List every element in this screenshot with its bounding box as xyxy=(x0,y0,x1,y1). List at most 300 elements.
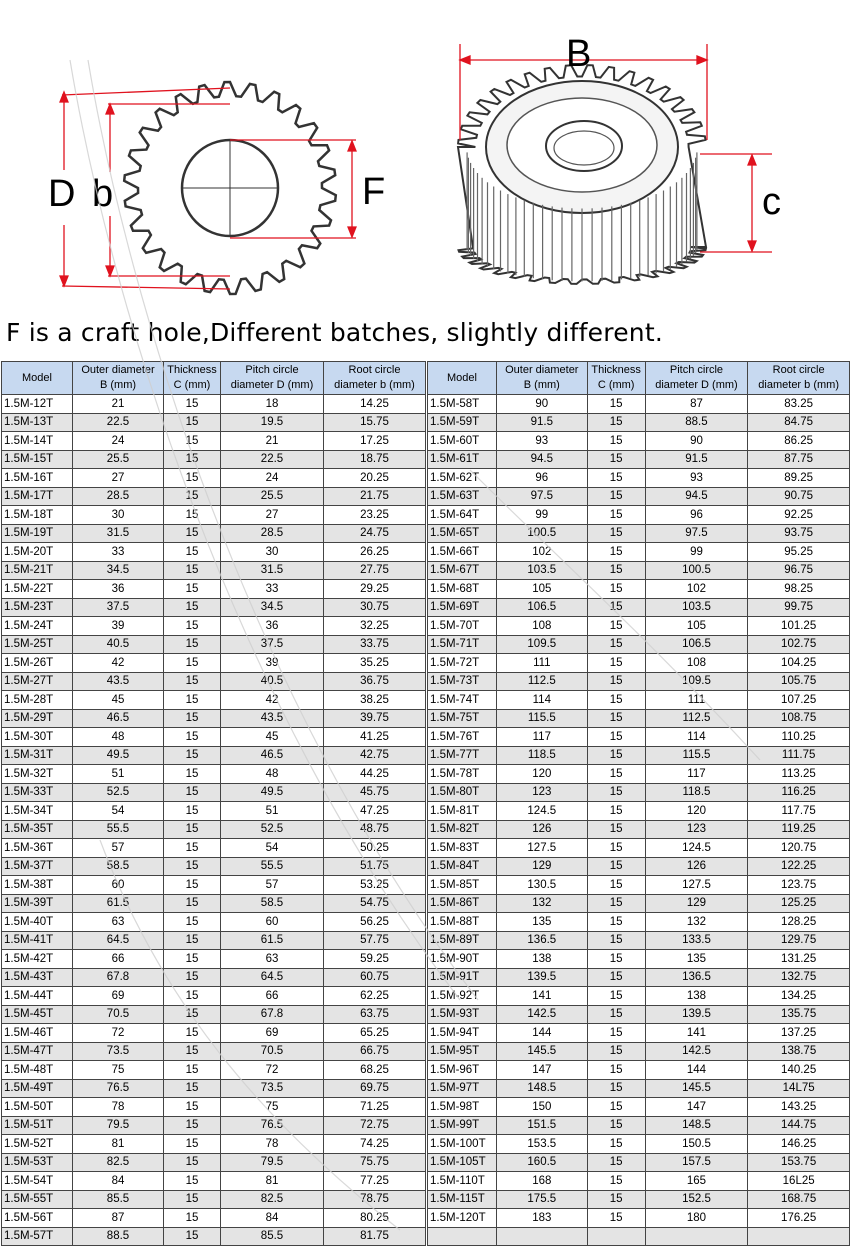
cell-root-circle: 128.25 xyxy=(748,913,850,932)
cell-root-circle: 89.25 xyxy=(748,469,850,488)
table-row xyxy=(2,783,426,802)
cell-root-circle: 59.25 xyxy=(324,950,426,969)
table-row xyxy=(2,395,426,414)
cell-outer-diameter: 97.5 xyxy=(496,487,587,506)
table-row xyxy=(428,1098,850,1117)
header-line: diameter b (mm) xyxy=(334,379,415,391)
table-row xyxy=(428,802,850,821)
cell-thickness: 15 xyxy=(587,524,645,543)
cell-model: 1.5M-12T xyxy=(2,395,73,414)
cell-root-circle: 104.25 xyxy=(748,654,850,673)
cell-pitch-circle: 19.5 xyxy=(221,413,324,432)
cell-pitch-circle: 54 xyxy=(221,839,324,858)
table-row xyxy=(2,413,426,432)
cell-pitch-circle: 66 xyxy=(221,987,324,1006)
cell-thickness: 15 xyxy=(164,561,221,580)
cell-root-circle: 66.75 xyxy=(324,1042,426,1061)
cell-outer-diameter: 48 xyxy=(73,728,164,747)
cell-thickness: 15 xyxy=(164,506,221,525)
cell-outer-diameter: 67.8 xyxy=(73,968,164,987)
cell-model: 1.5M-86T xyxy=(428,894,497,913)
spec-table-left xyxy=(1,361,426,1246)
cell-pitch-circle: 81 xyxy=(221,1172,324,1191)
cell-pitch-circle: 94.5 xyxy=(645,487,748,506)
table-row xyxy=(428,672,850,691)
cell-root-circle: 111.75 xyxy=(748,746,850,765)
cell-root-circle: 123.75 xyxy=(748,876,850,895)
cell-thickness: 15 xyxy=(164,746,221,765)
cell-pitch-circle: 123 xyxy=(645,820,748,839)
cell-outer-diameter: 63 xyxy=(73,913,164,932)
cell-pitch-circle: 145.5 xyxy=(645,1079,748,1098)
cell-model: 1.5M-90T xyxy=(428,950,497,969)
cell-root-circle: 35.25 xyxy=(324,654,426,673)
cell-model: 1.5M-23T xyxy=(2,598,73,617)
cell-pitch-circle: 106.5 xyxy=(645,635,748,654)
cell-outer-diameter: 72 xyxy=(73,1024,164,1043)
cell-thickness: 15 xyxy=(587,1005,645,1024)
cell-outer-diameter: 136.5 xyxy=(496,931,587,950)
cell-outer-diameter: 64.5 xyxy=(73,931,164,950)
cell-thickness: 15 xyxy=(164,709,221,728)
table-row xyxy=(428,654,850,673)
cell-thickness: 15 xyxy=(164,1153,221,1172)
cell-root-circle: 146.25 xyxy=(748,1135,850,1154)
cell-root-circle: 90.75 xyxy=(748,487,850,506)
table-row xyxy=(2,1209,426,1228)
cell-thickness: 15 xyxy=(587,598,645,617)
cell-thickness: 15 xyxy=(164,654,221,673)
cell-model: 1.5M-68T xyxy=(428,580,497,599)
cell-model: 1.5M-80T xyxy=(428,783,497,802)
cell-outer-diameter: 34.5 xyxy=(73,561,164,580)
table-row xyxy=(428,617,850,636)
cell-outer-diameter: 148.5 xyxy=(496,1079,587,1098)
cell-model: 1.5M-66T xyxy=(428,543,497,562)
cell-pitch-circle: 73.5 xyxy=(221,1079,324,1098)
cell-root-circle: 33.75 xyxy=(324,635,426,654)
cell-thickness: 15 xyxy=(587,728,645,747)
cell-thickness: 15 xyxy=(587,395,645,414)
cell-pitch-circle: 93 xyxy=(645,469,748,488)
cell-outer-diameter: 153.5 xyxy=(496,1135,587,1154)
cell-pitch-circle: 45 xyxy=(221,728,324,747)
table-row xyxy=(2,487,426,506)
cell-outer-diameter: 127.5 xyxy=(496,839,587,858)
cell-outer-diameter: 85.5 xyxy=(73,1190,164,1209)
cell-thickness: 15 xyxy=(164,950,221,969)
cell-outer-diameter: 129 xyxy=(496,857,587,876)
cell-model: 1.5M-35T xyxy=(2,820,73,839)
cell-pitch-circle xyxy=(645,1227,748,1246)
cell-root-circle: 42.75 xyxy=(324,746,426,765)
cell-thickness: 15 xyxy=(587,931,645,950)
cell-root-circle: 81.75 xyxy=(324,1227,426,1246)
label-c: c xyxy=(762,181,781,223)
cell-thickness: 15 xyxy=(164,913,221,932)
cell-outer-diameter: 93 xyxy=(496,432,587,451)
table-row xyxy=(2,709,426,728)
header-line: Outer diameter xyxy=(505,364,579,376)
cell-outer-diameter: 31.5 xyxy=(73,524,164,543)
table-row xyxy=(428,1209,850,1228)
table-row xyxy=(2,1061,426,1080)
cell-thickness: 15 xyxy=(587,709,645,728)
cell-root-circle: 18.75 xyxy=(324,450,426,469)
cell-pitch-circle: 78 xyxy=(221,1135,324,1154)
header-line: Pitch circle xyxy=(669,364,724,376)
cell-pitch-circle: 141 xyxy=(645,1024,748,1043)
cell-thickness: 15 xyxy=(164,598,221,617)
cell-pitch-circle: 117 xyxy=(645,765,748,784)
side-view-gear xyxy=(458,65,706,284)
cell-thickness: 15 xyxy=(587,635,645,654)
table-row xyxy=(2,1024,426,1043)
cell-thickness: 15 xyxy=(164,691,221,710)
cell-model: 1.5M-58T xyxy=(428,395,497,414)
table-row xyxy=(428,469,850,488)
cell-pitch-circle: 60 xyxy=(221,913,324,932)
cell-root-circle: 65.25 xyxy=(324,1024,426,1043)
header-thickness xyxy=(587,362,645,395)
cell-outer-diameter: 27 xyxy=(73,469,164,488)
cell-thickness: 15 xyxy=(587,432,645,451)
cell-thickness: 15 xyxy=(587,580,645,599)
cell-root-circle: 51.75 xyxy=(324,857,426,876)
cell-root-circle: 78.75 xyxy=(324,1190,426,1209)
cell-root-circle: 101.25 xyxy=(748,617,850,636)
cell-model: 1.5M-59T xyxy=(428,413,497,432)
cell-pitch-circle: 124.5 xyxy=(645,839,748,858)
header-line: diameter b (mm) xyxy=(758,379,839,391)
cell-model: 1.5M-74T xyxy=(428,691,497,710)
cell-pitch-circle: 30 xyxy=(221,543,324,562)
cell-model: 1.5M-32T xyxy=(2,765,73,784)
cell-model: 1.5M-95T xyxy=(428,1042,497,1061)
cell-thickness xyxy=(587,1227,645,1246)
cell-outer-diameter: 138 xyxy=(496,950,587,969)
header-outer-diameter xyxy=(496,362,587,395)
cell-outer-diameter: 37.5 xyxy=(73,598,164,617)
cell-model: 1.5M-69T xyxy=(428,598,497,617)
cell-thickness: 15 xyxy=(164,820,221,839)
cell-model: 1.5M-65T xyxy=(428,524,497,543)
cell-root-circle: 98.25 xyxy=(748,580,850,599)
cell-thickness: 15 xyxy=(587,691,645,710)
cell-pitch-circle: 27 xyxy=(221,506,324,525)
cell-pitch-circle: 87 xyxy=(645,395,748,414)
cell-thickness: 15 xyxy=(164,839,221,858)
cell-thickness: 15 xyxy=(164,395,221,414)
cell-root-circle: 27.75 xyxy=(324,561,426,580)
cell-thickness: 15 xyxy=(587,1190,645,1209)
cell-pitch-circle: 96 xyxy=(645,506,748,525)
table-row xyxy=(2,654,426,673)
cell-root-circle: 47.25 xyxy=(324,802,426,821)
table-row xyxy=(428,839,850,858)
table-row xyxy=(428,580,850,599)
cell-pitch-circle: 39 xyxy=(221,654,324,673)
cell-thickness: 15 xyxy=(587,450,645,469)
cell-outer-diameter: 42 xyxy=(73,654,164,673)
cell-root-circle: 132.75 xyxy=(748,968,850,987)
cell-thickness: 15 xyxy=(164,432,221,451)
cell-root-circle: 60.75 xyxy=(324,968,426,987)
cell-pitch-circle: 90 xyxy=(645,432,748,451)
table-row xyxy=(2,1116,426,1135)
cell-pitch-circle: 150.5 xyxy=(645,1135,748,1154)
table-row xyxy=(2,561,426,580)
cell-thickness: 15 xyxy=(164,1135,221,1154)
table-row xyxy=(428,524,850,543)
cell-outer-diameter: 160.5 xyxy=(496,1153,587,1172)
cell-thickness: 15 xyxy=(587,1209,645,1228)
header-line: Model xyxy=(22,371,52,384)
cell-thickness: 15 xyxy=(587,543,645,562)
cell-pitch-circle: 21 xyxy=(221,432,324,451)
table-row xyxy=(2,931,426,950)
table-row xyxy=(2,432,426,451)
cell-model: 1.5M-28T xyxy=(2,691,73,710)
cell-thickness: 15 xyxy=(587,487,645,506)
cell-outer-diameter: 70.5 xyxy=(73,1005,164,1024)
caption: F is a craft hole,Different batches, slightly different. xyxy=(6,318,663,347)
cell-pitch-circle: 88.5 xyxy=(645,413,748,432)
cell-pitch-circle: 105 xyxy=(645,617,748,636)
table-row xyxy=(2,857,426,876)
header-line: C (mm) xyxy=(173,379,211,391)
cell-root-circle: 68.25 xyxy=(324,1061,426,1080)
cell-model: 1.5M-24T xyxy=(2,617,73,636)
cell-model: 1.5M-41T xyxy=(2,931,73,950)
cell-outer-diameter: 145.5 xyxy=(496,1042,587,1061)
header-line: Thickness xyxy=(167,364,217,376)
table-row xyxy=(428,746,850,765)
cell-root-circle: 102.75 xyxy=(748,635,850,654)
cell-root-circle: 144.75 xyxy=(748,1116,850,1135)
header-pitch-circle xyxy=(645,362,748,395)
cell-thickness: 15 xyxy=(164,1024,221,1043)
cell-model: 1.5M-57T xyxy=(2,1227,73,1246)
cell-thickness: 15 xyxy=(587,1098,645,1117)
cell-thickness: 15 xyxy=(164,765,221,784)
cell-pitch-circle: 33 xyxy=(221,580,324,599)
cell-root-circle: 62.25 xyxy=(324,987,426,1006)
table-row xyxy=(2,746,426,765)
cell-model: 1.5M-52T xyxy=(2,1135,73,1154)
cell-outer-diameter: 51 xyxy=(73,765,164,784)
cell-thickness: 15 xyxy=(164,617,221,636)
cell-thickness: 15 xyxy=(587,1172,645,1191)
cell-pitch-circle: 51 xyxy=(221,802,324,821)
header-line: B (mm) xyxy=(523,379,560,391)
cell-outer-diameter: 87 xyxy=(73,1209,164,1228)
cell-pitch-circle: 139.5 xyxy=(645,1005,748,1024)
cell-model: 1.5M-20T xyxy=(2,543,73,562)
cell-pitch-circle: 109.5 xyxy=(645,672,748,691)
cell-root-circle: 176.25 xyxy=(748,1209,850,1228)
table-row xyxy=(428,1079,850,1098)
table-header-row xyxy=(2,362,426,395)
table-row xyxy=(428,894,850,913)
cell-model: 1.5M-82T xyxy=(428,820,497,839)
table-row xyxy=(2,894,426,913)
cell-pitch-circle: 103.5 xyxy=(645,598,748,617)
table-row xyxy=(2,728,426,747)
cell-root-circle: 117.75 xyxy=(748,802,850,821)
cell-pitch-circle: 138 xyxy=(645,987,748,1006)
cell-pitch-circle: 100.5 xyxy=(645,561,748,580)
table-row xyxy=(2,1190,426,1209)
cell-thickness: 15 xyxy=(587,765,645,784)
cell-model: 1.5M-34T xyxy=(2,802,73,821)
cell-model: 1.5M-110T xyxy=(428,1172,497,1191)
table-row xyxy=(428,1005,850,1024)
table-row xyxy=(428,1024,850,1043)
cell-model: 1.5M-88T xyxy=(428,913,497,932)
header-line: Thickness xyxy=(591,364,641,376)
cell-pitch-circle: 43.5 xyxy=(221,709,324,728)
cell-pitch-circle: 28.5 xyxy=(221,524,324,543)
table-row xyxy=(2,524,426,543)
cell-root-circle: 86.25 xyxy=(748,432,850,451)
cell-outer-diameter: 126 xyxy=(496,820,587,839)
cell-pitch-circle: 31.5 xyxy=(221,561,324,580)
cell-model: 1.5M-27T xyxy=(2,672,73,691)
cell-thickness: 15 xyxy=(587,913,645,932)
cell-model: 1.5M-53T xyxy=(2,1153,73,1172)
table-row xyxy=(428,598,850,617)
cell-pitch-circle: 22.5 xyxy=(221,450,324,469)
cell-pitch-circle: 49.5 xyxy=(221,783,324,802)
cell-thickness: 15 xyxy=(164,672,221,691)
cell-outer-diameter: 69 xyxy=(73,987,164,1006)
cell-model: 1.5M-55T xyxy=(2,1190,73,1209)
table-row xyxy=(2,820,426,839)
cell-model: 1.5M-47T xyxy=(2,1042,73,1061)
table-row xyxy=(428,413,850,432)
cell-root-circle: 113.25 xyxy=(748,765,850,784)
table-row xyxy=(428,1172,850,1191)
table-row xyxy=(428,691,850,710)
cell-thickness: 15 xyxy=(587,1024,645,1043)
cell-model: 1.5M-49T xyxy=(2,1079,73,1098)
cell-model: 1.5M-84T xyxy=(428,857,497,876)
table-row xyxy=(2,1172,426,1191)
cell-outer-diameter: 76.5 xyxy=(73,1079,164,1098)
cell-outer-diameter: 168 xyxy=(496,1172,587,1191)
cell-outer-diameter: 21 xyxy=(73,395,164,414)
cell-outer-diameter: 109.5 xyxy=(496,635,587,654)
cell-root-circle: 99.75 xyxy=(748,598,850,617)
cell-thickness: 15 xyxy=(587,1079,645,1098)
cell-root-circle: 143.25 xyxy=(748,1098,850,1117)
cell-outer-diameter: 28.5 xyxy=(73,487,164,506)
cell-thickness: 15 xyxy=(164,580,221,599)
cell-thickness: 15 xyxy=(164,1098,221,1117)
label-D: D xyxy=(48,173,76,215)
cell-thickness: 15 xyxy=(164,968,221,987)
table-row xyxy=(428,968,850,987)
table-header-row xyxy=(428,362,850,395)
cell-outer-diameter: 99 xyxy=(496,506,587,525)
header-line: Root circle xyxy=(772,364,825,376)
cell-outer-diameter: 36 xyxy=(73,580,164,599)
cell-model: 1.5M-105T xyxy=(428,1153,497,1172)
table-row xyxy=(428,432,850,451)
cell-outer-diameter: 135 xyxy=(496,913,587,932)
cell-outer-diameter: 78 xyxy=(73,1098,164,1117)
cell-model: 1.5M-115T xyxy=(428,1190,497,1209)
cell-pitch-circle: 57 xyxy=(221,876,324,895)
header-outer-diameter xyxy=(73,362,164,395)
cell-pitch-circle: 18 xyxy=(221,395,324,414)
cell-pitch-circle: 82.5 xyxy=(221,1190,324,1209)
cell-thickness: 15 xyxy=(164,1209,221,1228)
cell-model: 1.5M-77T xyxy=(428,746,497,765)
cell-outer-diameter: 52.5 xyxy=(73,783,164,802)
cell-model: 1.5M-120T xyxy=(428,1209,497,1228)
cell-pitch-circle: 67.8 xyxy=(221,1005,324,1024)
cell-outer-diameter: 175.5 xyxy=(496,1190,587,1209)
cell-model: 1.5M-62T xyxy=(428,469,497,488)
cell-root-circle: 44.25 xyxy=(324,765,426,784)
cell-outer-diameter: 49.5 xyxy=(73,746,164,765)
cell-root-circle: 36.75 xyxy=(324,672,426,691)
header-model xyxy=(2,362,73,395)
table-row xyxy=(428,857,850,876)
cell-outer-diameter: 120 xyxy=(496,765,587,784)
cell-thickness: 15 xyxy=(587,894,645,913)
cell-model: 1.5M-46T xyxy=(2,1024,73,1043)
cell-model: 1.5M-100T xyxy=(428,1135,497,1154)
cell-outer-diameter: 112.5 xyxy=(496,672,587,691)
table-row xyxy=(2,672,426,691)
cell-thickness: 15 xyxy=(587,413,645,432)
cell-root-circle: 29.25 xyxy=(324,580,426,599)
cell-root-circle: 137.25 xyxy=(748,1024,850,1043)
cell-thickness: 15 xyxy=(164,802,221,821)
header-thickness xyxy=(164,362,221,395)
cell-model: 1.5M-98T xyxy=(428,1098,497,1117)
cell-thickness: 15 xyxy=(164,543,221,562)
table-row xyxy=(428,543,850,562)
cell-outer-diameter: 60 xyxy=(73,876,164,895)
header-line: Model xyxy=(446,371,477,384)
cell-pitch-circle: 64.5 xyxy=(221,968,324,987)
cell-pitch-circle: 135 xyxy=(645,950,748,969)
cell-pitch-circle: 114 xyxy=(645,728,748,747)
header-line: Root circle xyxy=(348,364,401,376)
table-row xyxy=(2,450,426,469)
cell-thickness: 15 xyxy=(164,876,221,895)
cell-root-circle: 107.25 xyxy=(748,691,850,710)
cell-model: 1.5M-76T xyxy=(428,728,497,747)
cell-outer-diameter: 130.5 xyxy=(496,876,587,895)
cell-thickness: 15 xyxy=(587,968,645,987)
cell-thickness: 15 xyxy=(164,635,221,654)
table-row xyxy=(428,1042,850,1061)
cell-pitch-circle: 112.5 xyxy=(645,709,748,728)
cell-root-circle: 153.75 xyxy=(748,1153,850,1172)
cell-outer-diameter: 96 xyxy=(496,469,587,488)
table-row xyxy=(428,765,850,784)
cell-root-circle xyxy=(748,1227,850,1246)
cell-pitch-circle: 55.5 xyxy=(221,857,324,876)
table-row xyxy=(2,1005,426,1024)
cell-outer-diameter: 118.5 xyxy=(496,746,587,765)
cell-root-circle: 38.25 xyxy=(324,691,426,710)
